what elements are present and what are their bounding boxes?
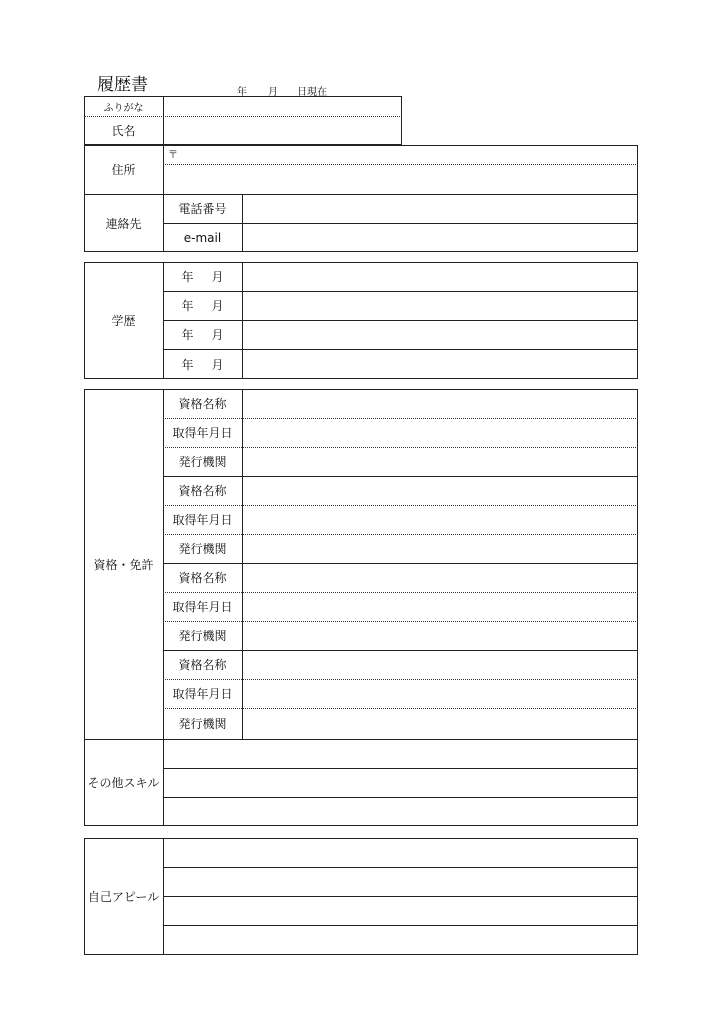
license-name-label: 資格名称	[178, 571, 227, 585]
appeal-field-3[interactable]	[165, 898, 636, 924]
licenses-label: 資格・免許	[93, 557, 154, 572]
education-field-4[interactable]	[244, 350, 636, 378]
postal-mark: 〒	[168, 150, 178, 161]
contact-label: 連絡先	[105, 216, 142, 231]
skills-label: その他スキル	[87, 776, 160, 790]
appeal-label: 自己アピール	[87, 890, 160, 904]
license-issuer-label: 発行機関	[178, 717, 227, 731]
license-issuer-field[interactable]	[244, 622, 636, 649]
address-label: 住所	[111, 163, 136, 177]
skills-field-3[interactable]	[165, 799, 636, 825]
license-name-label: 資格名称	[178, 397, 227, 411]
phone-label: 電話番号	[178, 202, 227, 216]
divider	[242, 389, 243, 739]
license-date-field[interactable]	[244, 680, 636, 707]
skills-field-2[interactable]	[165, 770, 636, 796]
license-date-field[interactable]	[244, 419, 636, 446]
divider	[163, 896, 638, 897]
page-title: 履歴書	[97, 75, 148, 95]
divider	[84, 739, 638, 740]
month-label: 月	[211, 328, 224, 342]
month-label: 月	[211, 299, 224, 313]
name-label: 氏名	[111, 124, 136, 138]
license-date-label: 取得年月日	[172, 513, 233, 527]
license-issuer-field[interactable]	[244, 448, 636, 475]
license-date-field[interactable]	[244, 506, 636, 533]
email-label: e-mail	[183, 230, 222, 245]
license-issuer-field[interactable]	[244, 709, 636, 738]
furigana-field[interactable]	[165, 97, 400, 115]
education-label: 学歴	[111, 314, 136, 328]
year-label: 年	[181, 299, 194, 313]
license-name-label: 資格名称	[178, 658, 227, 672]
license-date-label: 取得年月日	[172, 600, 233, 614]
education-field-3[interactable]	[244, 321, 636, 348]
divider	[163, 797, 638, 798]
license-date-label: 取得年月日	[172, 687, 233, 701]
appeal-field-1[interactable]	[165, 840, 636, 866]
license-name-field[interactable]	[244, 477, 636, 504]
date-month-label: 月	[268, 87, 278, 98]
year-label: 年	[181, 270, 194, 284]
education-field-2[interactable]	[244, 292, 636, 319]
month-label: 月	[211, 357, 224, 372]
furigana-label: ふりがな	[103, 102, 144, 114]
license-issuer-label: 発行機関	[178, 629, 227, 643]
phone-field[interactable]	[244, 196, 636, 222]
license-issuer-label: 発行機関	[178, 542, 227, 556]
education-date-3	[163, 320, 242, 349]
year-label: 年	[181, 328, 194, 342]
license-name-field[interactable]	[244, 651, 636, 678]
appeal-field-4[interactable]	[165, 927, 636, 954]
license-date-label: 取得年月日	[172, 426, 233, 440]
month-label: 月	[211, 270, 224, 284]
education-date-4	[163, 349, 242, 379]
license-name-field[interactable]	[244, 564, 636, 591]
education-field-1[interactable]	[244, 263, 636, 290]
license-name-label: 資格名称	[178, 484, 227, 498]
date-day-label: 日現在	[297, 87, 327, 98]
license-issuer-label: 発行機関	[178, 455, 227, 469]
education-date-2	[163, 291, 242, 320]
education-date-1	[163, 262, 242, 291]
name-field[interactable]	[165, 118, 400, 144]
license-date-field[interactable]	[244, 593, 636, 620]
appeal-field-2[interactable]	[165, 869, 636, 895]
license-name-field[interactable]	[244, 390, 636, 417]
skills-field-1[interactable]	[165, 741, 636, 767]
divider	[163, 768, 638, 769]
address-field[interactable]	[180, 165, 636, 193]
divider	[163, 925, 638, 926]
date-year-label: 年	[237, 87, 247, 98]
divider	[163, 867, 638, 868]
year-label: 年	[181, 357, 194, 372]
divider	[163, 96, 164, 145]
email-field[interactable]	[244, 225, 636, 251]
license-issuer-field[interactable]	[244, 535, 636, 562]
